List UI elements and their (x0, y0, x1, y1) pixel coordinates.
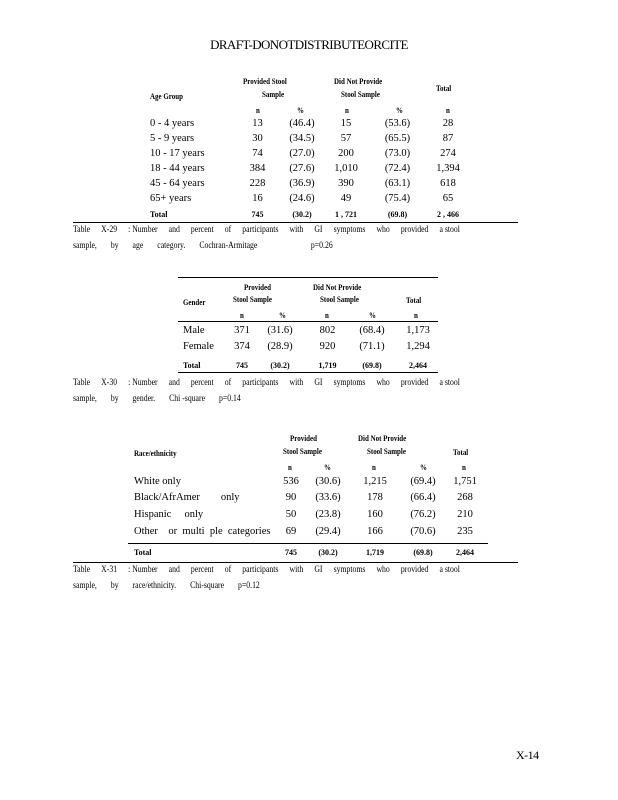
did-not-pct: (69.4) (410, 476, 436, 487)
provided-pct: (27.0) (289, 148, 315, 159)
did-not-n: 57 (340, 133, 352, 144)
header-n: n (462, 462, 466, 472)
total-n: 28 (442, 118, 454, 129)
caption-word: : Number (128, 564, 158, 574)
provided-pct: (30.2) (270, 361, 290, 370)
header-n: n (256, 105, 260, 115)
row-label: White only (134, 476, 181, 487)
table-top-rule (178, 277, 438, 278)
caption-line-1 (73, 221, 460, 237)
caption-word: and (168, 564, 180, 574)
row-label: Hispanic only (134, 509, 204, 520)
did-not-n: 1,010 (334, 163, 358, 174)
header-group: Age Group (150, 91, 183, 101)
caption-word: provided (400, 377, 429, 387)
provided-n: 384 (249, 163, 266, 174)
did-not-pct: (70.6) (410, 526, 436, 537)
table-caption (73, 221, 460, 253)
total-n: 268 (457, 492, 473, 503)
table-row (0, 476, 618, 491)
provided-pct: (31.6) (267, 325, 293, 336)
total-n: 274 (440, 148, 456, 159)
caption-word: participants (242, 377, 279, 387)
caption-word: provided (400, 564, 429, 574)
total-n: 1,173 (406, 325, 430, 336)
did-not-n: 200 (338, 148, 354, 159)
caption-line-1 (73, 374, 460, 390)
page-number: X-14 (516, 748, 539, 762)
header-total: Total (406, 295, 422, 305)
total-n: 618 (440, 178, 456, 189)
caption-word: category. (157, 240, 186, 250)
caption-line-1 (73, 561, 460, 577)
table-row (0, 163, 618, 178)
header-pct: % (369, 310, 376, 320)
caption-word: participants (242, 564, 279, 574)
did-not-n: 1,215 (363, 476, 387, 487)
caption-word: of (224, 564, 232, 574)
did-not-n: 49 (340, 193, 352, 204)
total-n: 2,464 (456, 548, 474, 557)
caption-line-2 (73, 237, 460, 253)
total-n: 2 , 466 (437, 210, 459, 219)
provided-n: 536 (283, 476, 299, 487)
caption-line-2 (73, 390, 460, 406)
table-caption (73, 374, 460, 406)
row-label: 45 - 64 years (150, 178, 205, 189)
provided-pct: (46.4) (289, 118, 315, 129)
header-pct: % (420, 462, 427, 472)
caption-word: p=0.26 (310, 240, 333, 250)
caption-word: symptoms (333, 224, 366, 234)
caption-word: of (224, 224, 232, 234)
caption-word: by (110, 240, 119, 250)
provided-n: 30 (252, 133, 263, 144)
did-not-pct: (73.0) (384, 148, 411, 159)
caption-word: age (132, 240, 144, 250)
caption-word: percent (190, 564, 214, 574)
provided-pct: (30.2) (292, 210, 312, 219)
caption-word: gender. (132, 393, 156, 403)
did-not-n: 178 (367, 492, 383, 503)
table-caption (73, 561, 460, 593)
caption-word: by (110, 580, 119, 590)
provided-n: 374 (234, 341, 250, 352)
header-provided-sub: Sample (262, 89, 285, 99)
caption-word: a stool (439, 224, 460, 234)
header-did-not: Did Not Provide (334, 76, 383, 86)
caption-word: Cochran-Armitage (199, 240, 258, 250)
caption-word: Table (73, 377, 91, 387)
header-did-not: Did Not Provide (313, 282, 362, 292)
caption-word: Chi-square (190, 580, 225, 590)
header-group: Gender (183, 297, 206, 307)
row-label: 65+ years (150, 193, 192, 204)
total-n: 65 (442, 193, 454, 204)
row-label: 10 - 17 years (150, 148, 205, 159)
provided-pct: (30.2) (318, 548, 338, 557)
caption-word: Table (73, 224, 91, 234)
did-not-pct: (63.1) (384, 178, 411, 189)
row-label: 0 - 4 years (150, 118, 195, 129)
did-not-pct: (69.8) (387, 210, 408, 219)
provided-n: 74 (252, 148, 263, 159)
total-n: 235 (457, 526, 473, 537)
caption-word: Chi -square (169, 393, 206, 403)
did-not-n: 920 (319, 341, 336, 352)
did-not-n: 1,719 (318, 361, 337, 370)
provided-pct: (30.6) (315, 476, 341, 487)
caption-word: with (289, 224, 304, 234)
did-not-pct: (69.8) (413, 548, 433, 557)
row-label: 5 - 9 years (150, 133, 195, 144)
caption-word: GI (314, 377, 323, 387)
table-row (0, 526, 618, 541)
header-n: n (325, 310, 329, 320)
provided-n: 371 (234, 325, 250, 336)
caption-word: sample, (73, 393, 97, 403)
caption-word: Table (73, 564, 91, 574)
provided-n: 16 (252, 193, 263, 204)
caption-word: race/ethnicity. (132, 580, 177, 590)
caption-word: and (168, 224, 180, 234)
header-total: Total (436, 83, 452, 93)
table-row (0, 148, 618, 163)
total-n: 87 (442, 133, 454, 144)
row-label: Male (183, 325, 205, 336)
caption-word: with (289, 564, 304, 574)
provided-pct: (33.6) (315, 492, 341, 503)
total-n: 1,751 (453, 476, 477, 487)
header-pct: % (297, 105, 304, 115)
did-not-n: 160 (367, 509, 383, 520)
header-provided-sub: Stool Sample (233, 294, 272, 304)
caption-line-2 (73, 577, 460, 593)
did-not-pct: (69.8) (362, 361, 382, 370)
header-rule (178, 321, 438, 322)
did-not-pct: (53.6) (384, 118, 411, 129)
did-not-pct: (65.5) (384, 133, 411, 144)
caption-word: and (168, 377, 180, 387)
table-row (0, 325, 618, 340)
table-row (0, 193, 618, 208)
header-n: n (288, 462, 292, 472)
caption-word: symptoms (333, 564, 366, 574)
caption-word: who (376, 564, 390, 574)
caption-word: who (376, 377, 390, 387)
caption-word: with (289, 377, 304, 387)
header-n: n (372, 462, 376, 472)
did-not-n: 1,719 (366, 548, 384, 557)
row-label: Total (134, 548, 152, 557)
caption-word: participants (242, 224, 279, 234)
table-bottom-rule (178, 372, 438, 373)
caption-word: p=0.12 (238, 580, 260, 590)
provided-pct: (28.9) (267, 341, 293, 352)
caption-word: provided (400, 224, 429, 234)
caption-word: X-31 (101, 564, 118, 574)
header-did-not-sub: Stool Sample (367, 446, 406, 456)
provided-n: 69 (285, 526, 297, 537)
table-row (0, 178, 618, 193)
caption-word: a stool (439, 564, 460, 574)
table-row (0, 509, 618, 524)
provided-pct: (36.9) (289, 178, 315, 189)
caption-word: : Number (128, 224, 158, 234)
table-row (0, 492, 618, 507)
provided-n: 50 (285, 509, 297, 520)
did-not-n: 166 (367, 526, 383, 537)
row-label: Black/AfrAmer only (134, 492, 240, 503)
provided-n: 90 (285, 492, 297, 503)
total-n: 2,464 (409, 361, 427, 370)
caption-word: percent (190, 377, 214, 387)
header-pct: % (279, 310, 286, 320)
header-did-not-sub: Stool Sample (341, 89, 380, 99)
header-group: Race/ethnicity (134, 448, 177, 458)
header-provided: Provided (290, 433, 317, 443)
caption-word: X-30 (101, 377, 118, 387)
provided-n: 745 (236, 361, 248, 370)
header-did-not-sub: Stool Sample (320, 294, 359, 304)
caption-word: of (224, 377, 232, 387)
did-not-pct: (71.1) (359, 341, 385, 352)
caption-word: sample, (73, 580, 97, 590)
header-rule (128, 543, 488, 544)
table-row (0, 341, 618, 356)
header-n: n (345, 105, 349, 115)
provided-pct: (34.5) (289, 133, 315, 144)
row-label: Total (150, 210, 168, 219)
header-pct: % (324, 462, 331, 472)
provided-n: 745 (285, 548, 297, 557)
caption-word: X-29 (101, 224, 118, 234)
header-provided-sub: Stool Sample (283, 446, 322, 456)
caption-word: GI (314, 564, 323, 574)
did-not-n: 390 (338, 178, 354, 189)
did-not-n: 1 , 721 (335, 210, 357, 219)
header-provided: Provided Stool (243, 76, 287, 86)
did-not-pct: (76.2) (410, 509, 436, 520)
header-n: n (240, 310, 244, 320)
provided-n: 13 (252, 118, 263, 129)
provided-pct: (23.8) (315, 509, 341, 520)
row-label: Total (183, 361, 201, 370)
caption-word: : Number (128, 377, 158, 387)
caption-word: by (110, 393, 119, 403)
row-label: Other or multi ple categories (134, 526, 271, 537)
caption-word: percent (190, 224, 214, 234)
caption-word: GI (314, 224, 323, 234)
did-not-n: 15 (340, 118, 352, 129)
total-n: 210 (457, 509, 473, 520)
did-not-pct: (66.4) (410, 492, 436, 503)
header-provided: Provided (244, 282, 271, 292)
row-label: 18 - 44 years (150, 163, 205, 174)
total-n: 1,394 (436, 163, 460, 174)
provided-n: 745 (251, 210, 264, 219)
total-n: 1,294 (406, 341, 430, 352)
document-header: DRAFT-DONOTDISTRIBUTEORCITE (210, 37, 408, 52)
caption-word: a stool (439, 377, 460, 387)
provided-pct: (27.6) (289, 163, 315, 174)
did-not-pct: (68.4) (359, 325, 385, 336)
provided-pct: (24.6) (289, 193, 315, 204)
provided-n: 228 (249, 178, 266, 189)
did-not-pct: (72.4) (384, 163, 411, 174)
caption-word: p=0.14 (218, 393, 241, 403)
header-n: n (414, 310, 418, 320)
caption-word: symptoms (333, 377, 366, 387)
did-not-n: 802 (319, 325, 336, 336)
header-n: n (446, 105, 450, 115)
table-row (0, 133, 618, 148)
provided-pct: (29.4) (315, 526, 341, 537)
table-row (0, 118, 618, 133)
header-did-not: Did Not Provide (358, 433, 407, 443)
header-pct: % (396, 105, 403, 115)
row-label: Female (183, 341, 214, 352)
did-not-pct: (75.4) (384, 193, 411, 204)
caption-word: who (376, 224, 390, 234)
header-total: Total (453, 447, 469, 457)
caption-word: sample, (73, 240, 97, 250)
